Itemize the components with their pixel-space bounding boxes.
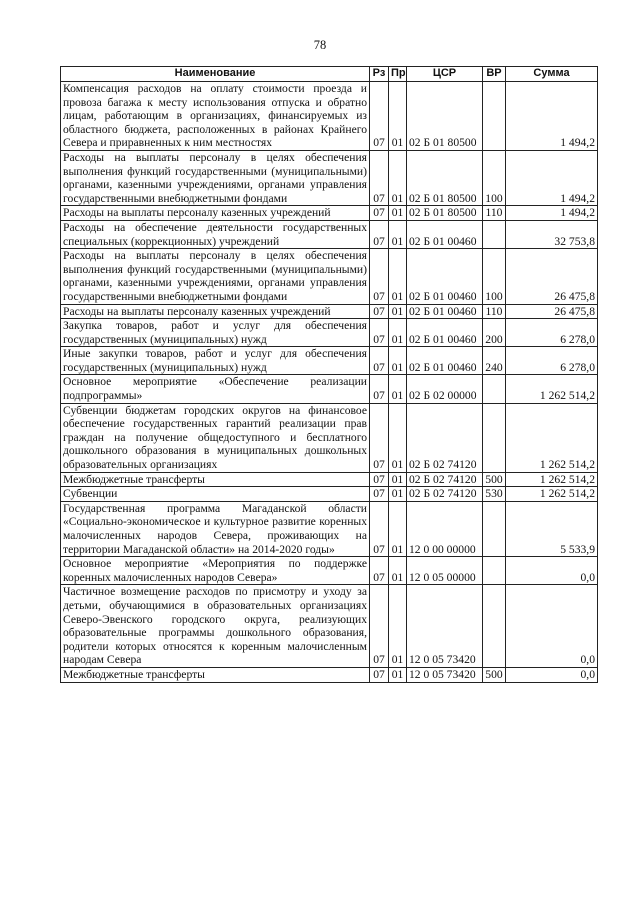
row-pr: 01 bbox=[389, 304, 407, 319]
table-row bbox=[61, 487, 598, 502]
row-vr: 110 bbox=[483, 304, 506, 319]
table-header-row bbox=[61, 67, 598, 82]
row-csr: 12 0 05 73420 bbox=[407, 667, 483, 682]
header-csr: ЦСР bbox=[407, 67, 483, 82]
table-row bbox=[61, 206, 598, 221]
row-name: Расходы на выплаты персоналу в целях обеспечения выполнения функций государственными (муниципальными) органами, казенными учреждениями, органами управления государственными внебюджетными фондами bbox=[61, 150, 370, 205]
row-csr: 02 Б 02 74120 bbox=[407, 403, 483, 472]
row-sum: 32 753,8 bbox=[506, 220, 598, 248]
row-pr: 01 bbox=[389, 557, 407, 585]
row-name: Расходы на выплаты персоналу в целях обеспечения выполнения функций государственными (муниципальными) органами, казенными учреждениями, органами управления государственными внебюджетными фондами bbox=[61, 249, 370, 304]
table-row bbox=[61, 667, 598, 682]
row-pr: 01 bbox=[389, 206, 407, 221]
row-pr: 01 bbox=[389, 319, 407, 347]
table-row bbox=[61, 347, 598, 375]
row-csr: 12 0 00 00000 bbox=[407, 501, 483, 556]
row-sum: 1 262 514,2 bbox=[506, 487, 598, 502]
row-name: Иные закупки товаров, работ и услуг для обеспечения государственных (муниципальных) нужд bbox=[61, 347, 370, 375]
row-csr: 12 0 05 73420 bbox=[407, 585, 483, 668]
row-sum: 1 262 514,2 bbox=[506, 403, 598, 472]
row-pr: 01 bbox=[389, 403, 407, 472]
row-sum: 6 278,0 bbox=[506, 319, 598, 347]
row-rz: 07 bbox=[370, 206, 389, 221]
row-name: Расходы на выплаты персоналу казенных учреждений bbox=[61, 206, 370, 221]
row-vr: 500 bbox=[483, 472, 506, 487]
row-rz: 07 bbox=[370, 557, 389, 585]
table-row bbox=[61, 375, 598, 403]
row-sum: 0,0 bbox=[506, 667, 598, 682]
row-sum: 1 494,2 bbox=[506, 82, 598, 151]
row-csr: 02 Б 01 00460 bbox=[407, 304, 483, 319]
row-vr: 100 bbox=[483, 249, 506, 304]
row-sum: 1 494,2 bbox=[506, 206, 598, 221]
row-csr: 02 Б 02 74120 bbox=[407, 487, 483, 502]
row-vr bbox=[483, 220, 506, 248]
row-vr bbox=[483, 585, 506, 668]
row-pr: 01 bbox=[389, 347, 407, 375]
row-vr: 530 bbox=[483, 487, 506, 502]
table-row bbox=[61, 150, 598, 205]
budget-table bbox=[60, 66, 598, 683]
table-row bbox=[61, 319, 598, 347]
row-name: Субвенции бюджетам городских округов на финансовое обеспечение государственных гарантий реализации прав граждан на получение общедоступного и бесплатного дошкольного образования в муниципальных дошкольных образовательных организациях bbox=[61, 403, 370, 472]
header-name: Наименование bbox=[61, 67, 370, 82]
row-pr: 01 bbox=[389, 667, 407, 682]
row-csr: 02 Б 02 74120 bbox=[407, 472, 483, 487]
table-row bbox=[61, 220, 598, 248]
page-number: 78 bbox=[313, 38, 327, 52]
row-sum: 0,0 bbox=[506, 585, 598, 668]
row-pr: 01 bbox=[389, 150, 407, 205]
row-name: Государственная программа Магаданской области «Социально-экономическое и культурное развитие коренных малочисленных народов Севера, проживающих на территории Магаданской области» на 2014-2020 годы» bbox=[61, 501, 370, 556]
row-rz: 07 bbox=[370, 585, 389, 668]
row-rz: 07 bbox=[370, 304, 389, 319]
row-csr: 02 Б 01 00460 bbox=[407, 347, 483, 375]
header-sum: Сумма bbox=[506, 67, 598, 82]
row-csr: 02 Б 01 80500 bbox=[407, 82, 483, 151]
row-name: Компенсация расходов на оплату стоимости проезда и провоза багажа к месту использования отпуска и обратно лицам, работающим в организациях, финансируемых из областного бюджета, расположенных в районах Крайнего Севера и приравненных к ним местностях bbox=[61, 82, 370, 151]
row-rz: 07 bbox=[370, 150, 389, 205]
row-rz: 07 bbox=[370, 249, 389, 304]
row-csr: 02 Б 01 80500 bbox=[407, 150, 483, 205]
row-rz: 07 bbox=[370, 375, 389, 403]
row-pr: 01 bbox=[389, 249, 407, 304]
row-pr: 01 bbox=[389, 501, 407, 556]
row-csr: 12 0 05 00000 bbox=[407, 557, 483, 585]
row-sum: 1 262 514,2 bbox=[506, 472, 598, 487]
row-csr: 02 Б 01 80500 bbox=[407, 206, 483, 221]
row-rz: 07 bbox=[370, 220, 389, 248]
row-name: Межбюджетные трансферты bbox=[61, 472, 370, 487]
row-csr: 02 Б 01 00460 bbox=[407, 319, 483, 347]
header-rz: Рз bbox=[370, 67, 389, 82]
table-row bbox=[61, 472, 598, 487]
row-name: Закупка товаров, работ и услуг для обеспечения государственных (муниципальных) нужд bbox=[61, 319, 370, 347]
row-vr bbox=[483, 403, 506, 472]
row-rz: 07 bbox=[370, 82, 389, 151]
row-vr bbox=[483, 501, 506, 556]
row-pr: 01 bbox=[389, 375, 407, 403]
header-pr: Пр bbox=[389, 67, 407, 82]
header-vr: ВР bbox=[483, 67, 506, 82]
table-row bbox=[61, 557, 598, 585]
row-pr: 01 bbox=[389, 487, 407, 502]
row-pr: 01 bbox=[389, 585, 407, 668]
row-vr bbox=[483, 557, 506, 585]
row-name: Основное мероприятие «Мероприятия по поддержке коренных малочисленных народов Севера» bbox=[61, 557, 370, 585]
row-vr: 240 bbox=[483, 347, 506, 375]
row-rz: 07 bbox=[370, 487, 389, 502]
row-csr: 02 Б 01 00460 bbox=[407, 220, 483, 248]
table-row bbox=[61, 403, 598, 472]
row-name: Основное мероприятие «Обеспечение реализации подпрограммы» bbox=[61, 375, 370, 403]
row-vr: 100 bbox=[483, 150, 506, 205]
row-sum: 6 278,0 bbox=[506, 347, 598, 375]
row-rz: 07 bbox=[370, 501, 389, 556]
table-body bbox=[61, 82, 598, 683]
row-name: Расходы на выплаты персоналу казенных учреждений bbox=[61, 304, 370, 319]
row-pr: 01 bbox=[389, 82, 407, 151]
table-row bbox=[61, 585, 598, 668]
row-vr bbox=[483, 82, 506, 151]
row-rz: 07 bbox=[370, 667, 389, 682]
row-rz: 07 bbox=[370, 472, 389, 487]
row-name: Частичное возмещение расходов по присмотру и уходу за детьми, обучающимися в образовательных организациях Северо-Эвенского городского округа, реализующих образовательные программы дошкольного образования, родители которых относятся к коренным малочисленным народам Севера bbox=[61, 585, 370, 668]
table-row bbox=[61, 249, 598, 304]
row-sum: 0,0 bbox=[506, 557, 598, 585]
row-rz: 07 bbox=[370, 319, 389, 347]
row-csr: 02 Б 01 00460 bbox=[407, 249, 483, 304]
row-sum: 1 262 514,2 bbox=[506, 375, 598, 403]
table-row bbox=[61, 304, 598, 319]
row-rz: 07 bbox=[370, 403, 389, 472]
row-csr: 02 Б 02 00000 bbox=[407, 375, 483, 403]
row-name: Межбюджетные трансферты bbox=[61, 667, 370, 682]
row-sum: 1 494,2 bbox=[506, 150, 598, 205]
table-row bbox=[61, 82, 598, 151]
row-name: Расходы на обеспечение деятельности государственных специальных (коррекционных) учреждений bbox=[61, 220, 370, 248]
row-vr bbox=[483, 375, 506, 403]
row-vr: 500 bbox=[483, 667, 506, 682]
row-pr: 01 bbox=[389, 220, 407, 248]
row-vr: 110 bbox=[483, 206, 506, 221]
table-row bbox=[61, 501, 598, 556]
row-rz: 07 bbox=[370, 347, 389, 375]
row-name: Субвенции bbox=[61, 487, 370, 502]
row-vr: 200 bbox=[483, 319, 506, 347]
row-sum: 5 533,9 bbox=[506, 501, 598, 556]
row-sum: 26 475,8 bbox=[506, 249, 598, 304]
row-pr: 01 bbox=[389, 472, 407, 487]
row-sum: 26 475,8 bbox=[506, 304, 598, 319]
